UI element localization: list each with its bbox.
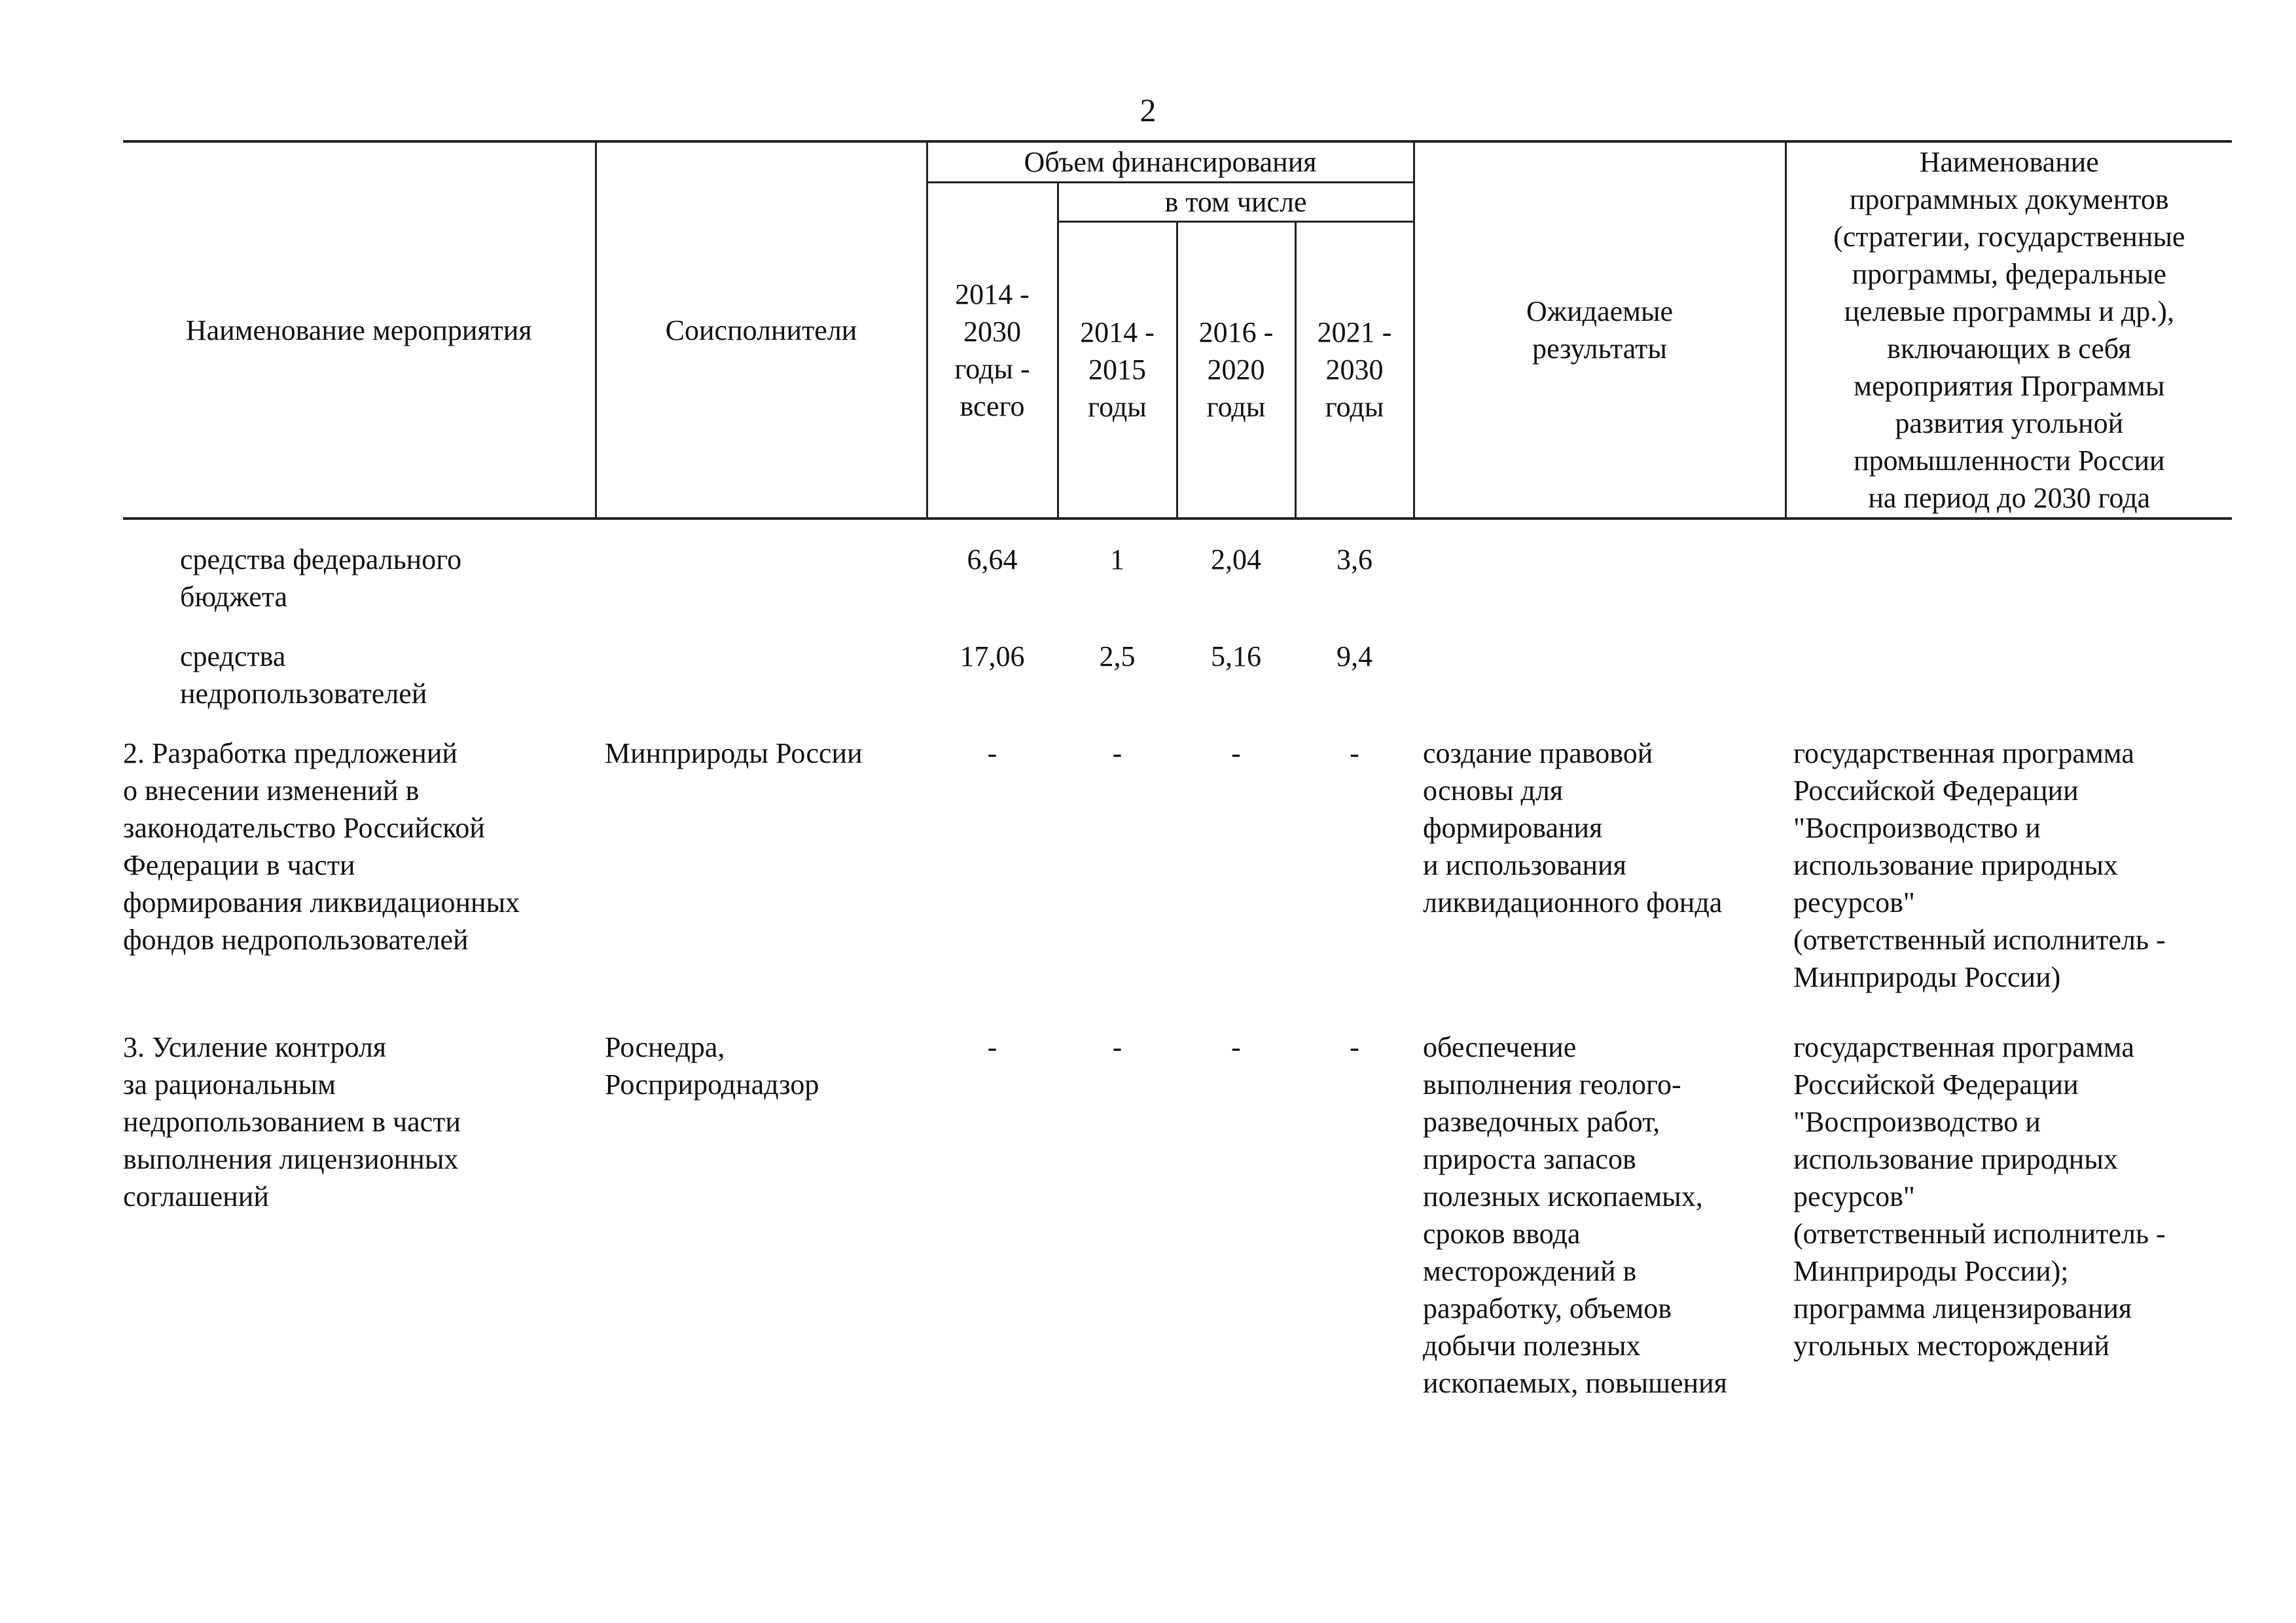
expected-results-line: разработку, объемов [1423, 1292, 1672, 1324]
program-documents-line: программа лицензирования [1793, 1292, 2132, 1324]
row-gap [123, 712, 2232, 735]
page-number: 2 [1139, 92, 1157, 128]
expected-results-line: выполнения геолого- [1423, 1068, 1681, 1101]
header-documents-line: целевые программы и др.), [1844, 295, 2174, 327]
header-period-line: 2016 - [1198, 316, 1274, 349]
program-documents-cell [1785, 541, 2232, 615]
expected-results [1414, 735, 1785, 996]
period-1-value: 1 [1110, 543, 1124, 575]
event-name-line: о внесении изменений в [123, 775, 420, 807]
spacer-row [123, 519, 2232, 541]
header-documents-line: Наименование [1919, 146, 2099, 178]
total-value: - [987, 737, 997, 769]
program-documents-line: Минприроды России) [1793, 961, 2061, 993]
program-documents-line: ресурсов" [1793, 1180, 1915, 1213]
program-documents-line: ресурсов" [1793, 886, 1915, 919]
header-total-line: 2030 [963, 315, 1021, 348]
funding-source-line: средства федерального [180, 543, 462, 575]
header-documents-line: программных документов [1849, 183, 2169, 215]
header-documents-line: мероприятия Программы [1854, 370, 2165, 402]
expected-results-line: ликвидационного фонда [1423, 886, 1723, 919]
table-row [123, 1029, 2232, 1402]
program-documents-line: "Воспроизводство и [1793, 812, 2041, 844]
expected-results-line: месторождений в [1423, 1255, 1637, 1287]
activities-table [123, 140, 2232, 1402]
funding-source-lines [180, 541, 596, 615]
table-row [123, 541, 2232, 615]
header-total [927, 182, 1058, 519]
expected-results-line: добычи полезных [1423, 1330, 1641, 1362]
header-period-line: 2020 [1207, 354, 1265, 386]
event-name-line: фондов недропользователей [123, 924, 469, 956]
funding-source-lines [180, 638, 596, 712]
row-gap [123, 996, 2232, 1029]
period-1-value: 2,5 [1099, 640, 1136, 672]
program-documents-line: государственная программа [1793, 1031, 2134, 1063]
header-period-1-lines [1059, 314, 1176, 426]
header-total-line: 2014 - [955, 278, 1030, 310]
co-executor-line: Минприроды России [605, 737, 863, 769]
header-expected-results [1414, 141, 1785, 519]
expected-results-lines [1423, 735, 1785, 921]
co-executors [596, 1029, 927, 1402]
funding-source-line: бюджета [180, 581, 288, 613]
header-period-2014-2015 [1058, 221, 1177, 519]
header-documents-lines [1787, 143, 2233, 517]
header-period-3-lines [1297, 314, 1413, 426]
period-2-value: - [1231, 737, 1241, 769]
expected-results-cell [1414, 541, 1785, 615]
expected-results-line: и использования [1423, 849, 1626, 881]
header-program-documents [1785, 141, 2232, 519]
header-co-executors: Соисполнители [596, 141, 927, 519]
program-documents-line: (ответственный исполнитель - [1793, 1218, 2166, 1250]
period-3-value: - [1350, 1031, 1359, 1063]
header-period-line: годы [1206, 391, 1266, 424]
expected-results-line: формирования [1423, 812, 1603, 844]
header-total-line: годы - [954, 352, 1030, 385]
co-executor-line: Роснедра, [605, 1031, 725, 1063]
program-documents-line: использование природных [1793, 849, 2118, 881]
period-3-value: 3,6 [1336, 543, 1372, 575]
period-2-value: 5,16 [1211, 640, 1261, 672]
period-2-value: - [1231, 1031, 1241, 1063]
period-1-value: - [1112, 1031, 1122, 1063]
header-period-line: годы [1325, 391, 1384, 424]
period-3-value: - [1350, 737, 1359, 769]
event-name-line: 2. Разработка предложений [123, 737, 457, 769]
event-name-line: за рациональным [123, 1068, 336, 1101]
co-executors [596, 735, 927, 996]
program-documents-line: использование природных [1793, 1143, 2118, 1175]
period-3-value: 9,4 [1336, 640, 1372, 672]
total-value: 6,64 [967, 543, 1018, 575]
co-executors-lines [605, 1029, 927, 1103]
event-name-line: формирования ликвидационных [123, 886, 520, 919]
event-name-line: выполнения лицензионных [123, 1143, 459, 1175]
program-documents-cell [1785, 638, 2232, 712]
header-documents-line: программы, федеральные [1852, 258, 2166, 290]
table-body [123, 519, 2232, 1402]
program-documents-line: угольных месторождений [1793, 1330, 2110, 1362]
funding-source-line: недропользователей [180, 678, 427, 710]
expected-results-cell [1414, 638, 1785, 712]
expected-results-line: сроков ввода [1423, 1218, 1581, 1250]
event-name-line: законодательство Российской [123, 812, 485, 844]
program-documents-line: Минприроды России); [1793, 1255, 2069, 1287]
header-period-2021-2030 [1295, 221, 1414, 519]
expected-results-line: ископаемых, повышения [1423, 1367, 1727, 1399]
table-header [123, 141, 2232, 519]
program-documents-line: "Воспроизводство и [1793, 1106, 2041, 1138]
total-value: - [987, 1031, 997, 1063]
expected-results-line: основы для [1423, 775, 1564, 807]
header-documents-line: промышленности России [1853, 445, 2165, 477]
program-documents-line: Российской Федерации [1793, 1068, 2079, 1101]
header-period-2016-2020 [1177, 221, 1295, 519]
program-documents-line: Российской Федерации [1793, 775, 2079, 807]
header-period-2-lines [1178, 314, 1295, 426]
header-documents-line: включающих в себя [1887, 333, 2132, 365]
header-including: в том числе [1058, 182, 1414, 221]
header-expected-line: Ожидаемые [1526, 295, 1674, 327]
header-period-line: годы [1088, 391, 1147, 424]
expected-results-line: прироста запасов [1423, 1143, 1636, 1175]
program-documents [1785, 1029, 2232, 1402]
header-financing: Объем финансирования [927, 141, 1414, 182]
period-1-value: - [1112, 737, 1122, 769]
row-gap [123, 615, 2232, 638]
program-documents-lines [1793, 1029, 2232, 1364]
expected-results-line: создание правовой [1423, 737, 1653, 769]
event-name-line: соглашений [123, 1180, 269, 1213]
event-name-line: недропользованием в части [123, 1106, 461, 1138]
event-name-lines [123, 1029, 596, 1215]
funding-source-name [123, 541, 596, 615]
co-executors-lines [605, 735, 927, 772]
funding-source-line: средства [180, 640, 286, 672]
expected-results-lines [1423, 1029, 1785, 1402]
program-documents-lines [1793, 735, 2232, 996]
program-documents [1785, 735, 2232, 996]
expected-results-line: полезных ископаемых, [1423, 1180, 1703, 1213]
expected-results-line: разведочных работ, [1423, 1106, 1660, 1138]
header-period-line: 2014 - [1080, 316, 1155, 349]
table-row [123, 735, 2232, 996]
program-documents-line: государственная программа [1793, 737, 2134, 769]
header-documents-line: (стратегии, государственные [1833, 221, 2185, 253]
event-name [123, 1029, 596, 1402]
header-documents-line: на период до 2030 года [1868, 482, 2151, 514]
event-name-line: Федерации в части [123, 849, 355, 881]
total-value: 17,06 [960, 640, 1025, 672]
header-period-line: 2030 [1325, 354, 1384, 386]
header-expected-line: результаты [1532, 333, 1667, 365]
header-period-line: 2015 [1088, 354, 1146, 386]
header-total-lines [928, 276, 1057, 425]
expected-results-line: обеспечение [1423, 1031, 1577, 1063]
program-documents-line: (ответственный исполнитель - [1793, 924, 2166, 956]
co-executors-cell [596, 638, 927, 712]
table-row [123, 638, 2232, 712]
co-executor-line: Росприроднадзор [605, 1068, 819, 1101]
header-documents-line: развития угольной [1895, 407, 2124, 439]
funding-source-name [123, 638, 596, 712]
header-event-name: Наименование мероприятия [123, 141, 596, 519]
header-period-line: 2021 - [1317, 316, 1392, 349]
event-name-line: 3. Усиление контроля [123, 1031, 387, 1063]
event-name [123, 735, 596, 996]
co-executors-cell [596, 541, 927, 615]
header-total-line: всего [960, 390, 1025, 422]
event-name-lines [123, 735, 596, 958]
expected-results [1414, 1029, 1785, 1402]
period-2-value: 2,04 [1211, 543, 1261, 575]
header-expected-lines [1415, 293, 1785, 367]
